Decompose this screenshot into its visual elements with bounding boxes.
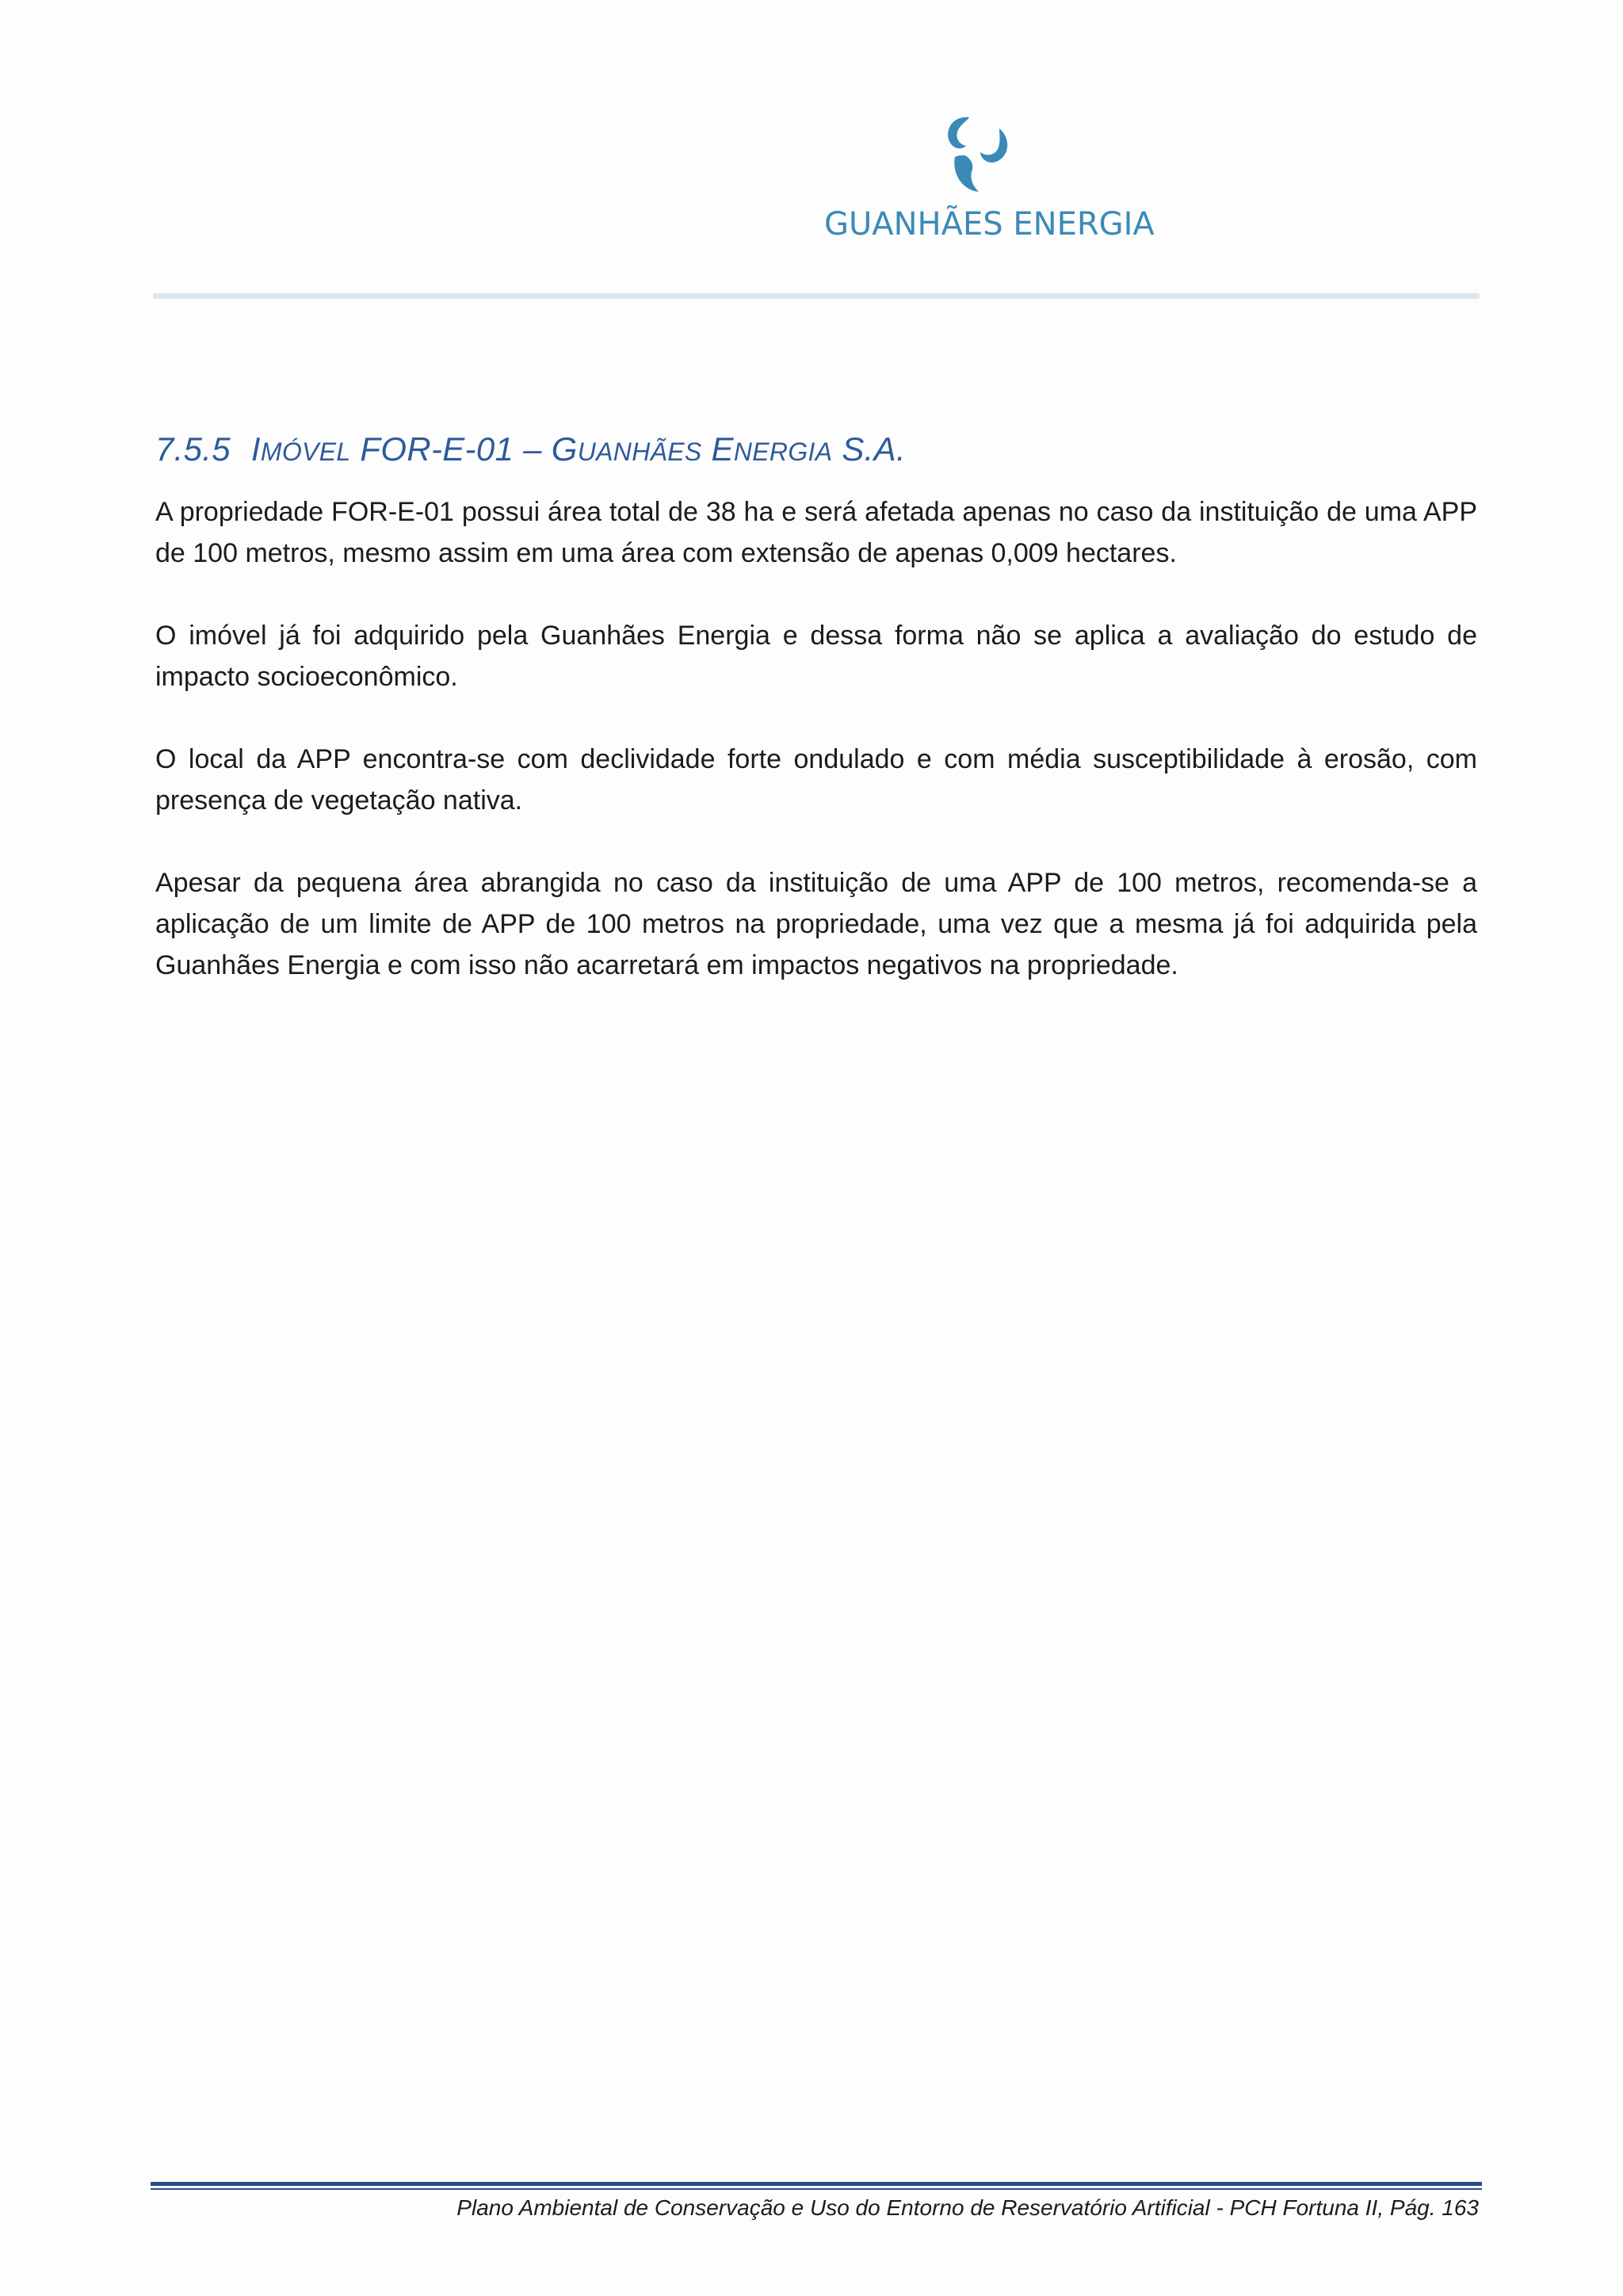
logo-text: GUANHÃES ENERGIA bbox=[824, 206, 1155, 243]
footer-divider bbox=[151, 2182, 1482, 2186]
heading-part: FOR-E-01 – bbox=[350, 430, 552, 468]
heading-part bbox=[702, 430, 712, 468]
header-divider bbox=[153, 293, 1480, 299]
heading-part: UANHÃES bbox=[577, 437, 702, 466]
section-heading bbox=[155, 430, 1487, 468]
paragraph: A propriedade FOR-E-01 possui área total de 38 ha e será afetada apenas no caso da instituição de uma APP de 100 metros, mesmo assim em uma área com extensão de apenas 0,009 hectares. bbox=[155, 497, 1477, 568]
body-text bbox=[155, 491, 1477, 1027]
heading-part: MÓVEL bbox=[260, 437, 351, 466]
paragraph: O imóvel já foi adquirido pela Guanhães Energia e dessa forma não se aplica a avaliação do estudo de impacto socioeconômico. bbox=[155, 621, 1477, 692]
paragraph: Apesar da pequena área abrangida no caso da instituição de uma APP de 100 metros, recomenda-se a aplicação de um limite de APP de 100 metros na propriedade, uma vez que a mesma já foi adquirida pela Guanhães Energia e com isso não acarretará em impactos negativos na propriedade. bbox=[155, 868, 1477, 980]
guanhaes-logo-icon bbox=[931, 111, 1018, 198]
paragraph: O local da APP encontra-se com declividade forte ondulado e com média susceptibilidade à erosão, com presença de vegetação nativa. bbox=[155, 744, 1477, 816]
heading-part: NERGIA bbox=[733, 437, 833, 466]
heading-part: E bbox=[711, 430, 734, 468]
heading-part: G bbox=[551, 430, 578, 468]
section-number: 7.5.5 bbox=[155, 430, 231, 468]
company-logo bbox=[824, 111, 1155, 246]
heading-part: I bbox=[250, 430, 261, 468]
footer-divider-thin bbox=[151, 2188, 1482, 2190]
heading-part: S.A. bbox=[832, 430, 906, 468]
footer-text: Plano Ambiental de Conservação e Uso do Entorno de Reservatório Artificial - PCH Fortuna II, Pág. 163 bbox=[456, 2195, 1479, 2220]
